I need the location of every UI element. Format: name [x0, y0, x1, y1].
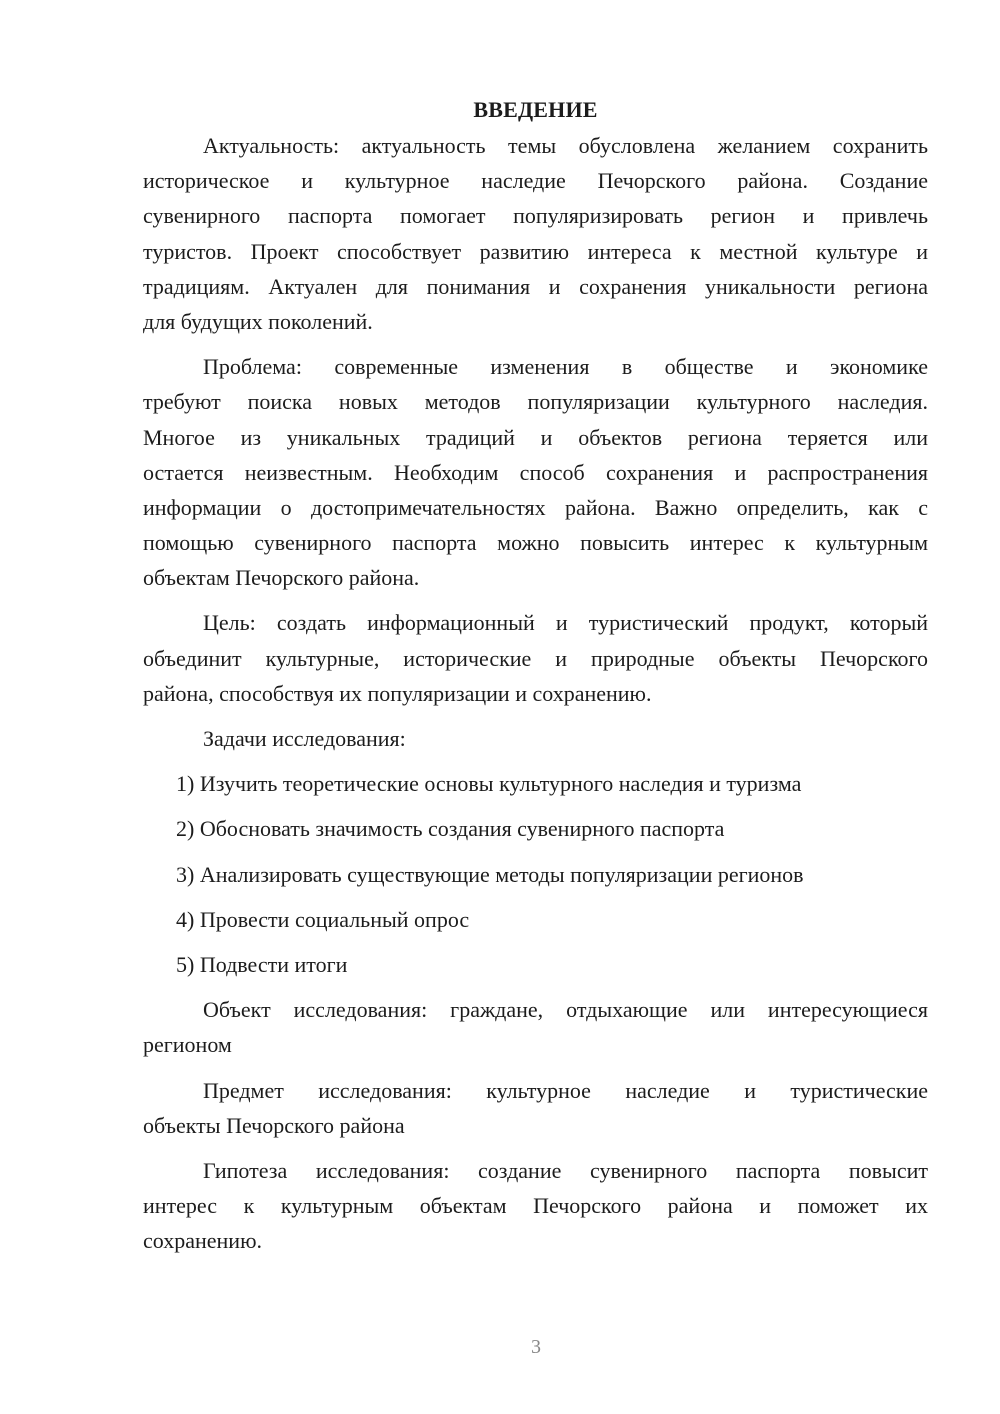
text-line: Проблема: современные изменения в обществе и экономике [203, 354, 928, 380]
text-line: сувенирного паспорта помогает популяризировать регион и привлечь [143, 203, 928, 229]
text-line: объекты Печорского района [143, 1112, 405, 1138]
text-line: района, способствуя их популяризации и сохранению. [143, 680, 652, 706]
paragraph-actuality [143, 128, 928, 339]
text-line: для будущих поколений. [143, 308, 373, 334]
page-title: ВВЕДЕНИЕ [473, 97, 598, 122]
paragraph-subject [143, 1073, 928, 1143]
document-page [143, 92, 928, 1269]
text-line: традициям. Актуален для понимания и сохранения уникальности региона [143, 273, 928, 299]
text-line: помощью сувенирного паспорта можно повысить интерес к культурным [143, 530, 928, 556]
text-line: Объект исследования: граждане, отдыхающие или интересующиеся [203, 997, 928, 1023]
text-line: Цель: создать информационный и туристический продукт, который [203, 610, 928, 636]
paragraph-hypothesis [143, 1153, 928, 1259]
text-line: остается неизвестным. Необходим способ сохранения и распространения [143, 459, 928, 485]
list-item: 2) Обосновать значимость создания сувенирного паспорта [176, 816, 725, 842]
text-line: Гипотеза исследования: создание сувенирного паспорта повысит [203, 1157, 928, 1183]
list-item: 4) Провести социальный опрос [176, 906, 470, 932]
list-item: 1) Изучить теоретические основы культурного наследия и туризма [176, 771, 802, 797]
paragraph-goal [143, 605, 928, 711]
text-line: туристов. Проект способствует развитию интереса к местной культуре и [143, 238, 928, 264]
list-item: 3) Анализировать существующие методы популяризации регионов [176, 861, 804, 887]
text-line: Многое из уникальных традиций и объектов региона теряется или [143, 424, 928, 450]
page-number: 3 [531, 1336, 541, 1358]
text-line: объединит культурные, исторические и природные объекты Печорского [143, 645, 928, 671]
text-line: требуют поиска новых методов популяризации культурного наследия. [143, 389, 928, 415]
text-line: регионом [143, 1032, 232, 1058]
text-line: Актуальность: актуальность темы обусловлена желанием сохранить [203, 133, 928, 158]
paragraph-problem [143, 349, 928, 595]
text-line: Предмет исследования: культурное наследие и туристические [203, 1077, 928, 1103]
text-line: историческое и культурное наследие Печорского района. Создание [143, 168, 928, 194]
text-line: сохранению. [143, 1228, 263, 1254]
list-item: 5) Подвести итоги [176, 952, 348, 978]
text-line: информации о достопримечательностях района. Важно определить, как с [143, 494, 928, 520]
paragraph-object [143, 992, 928, 1062]
text-line: интерес к культурным объектам Печорского района и поможет их [143, 1193, 928, 1219]
tasks-heading: Задачи исследования: [203, 726, 406, 751]
text-line: объектам Печорского района. [143, 565, 420, 591]
